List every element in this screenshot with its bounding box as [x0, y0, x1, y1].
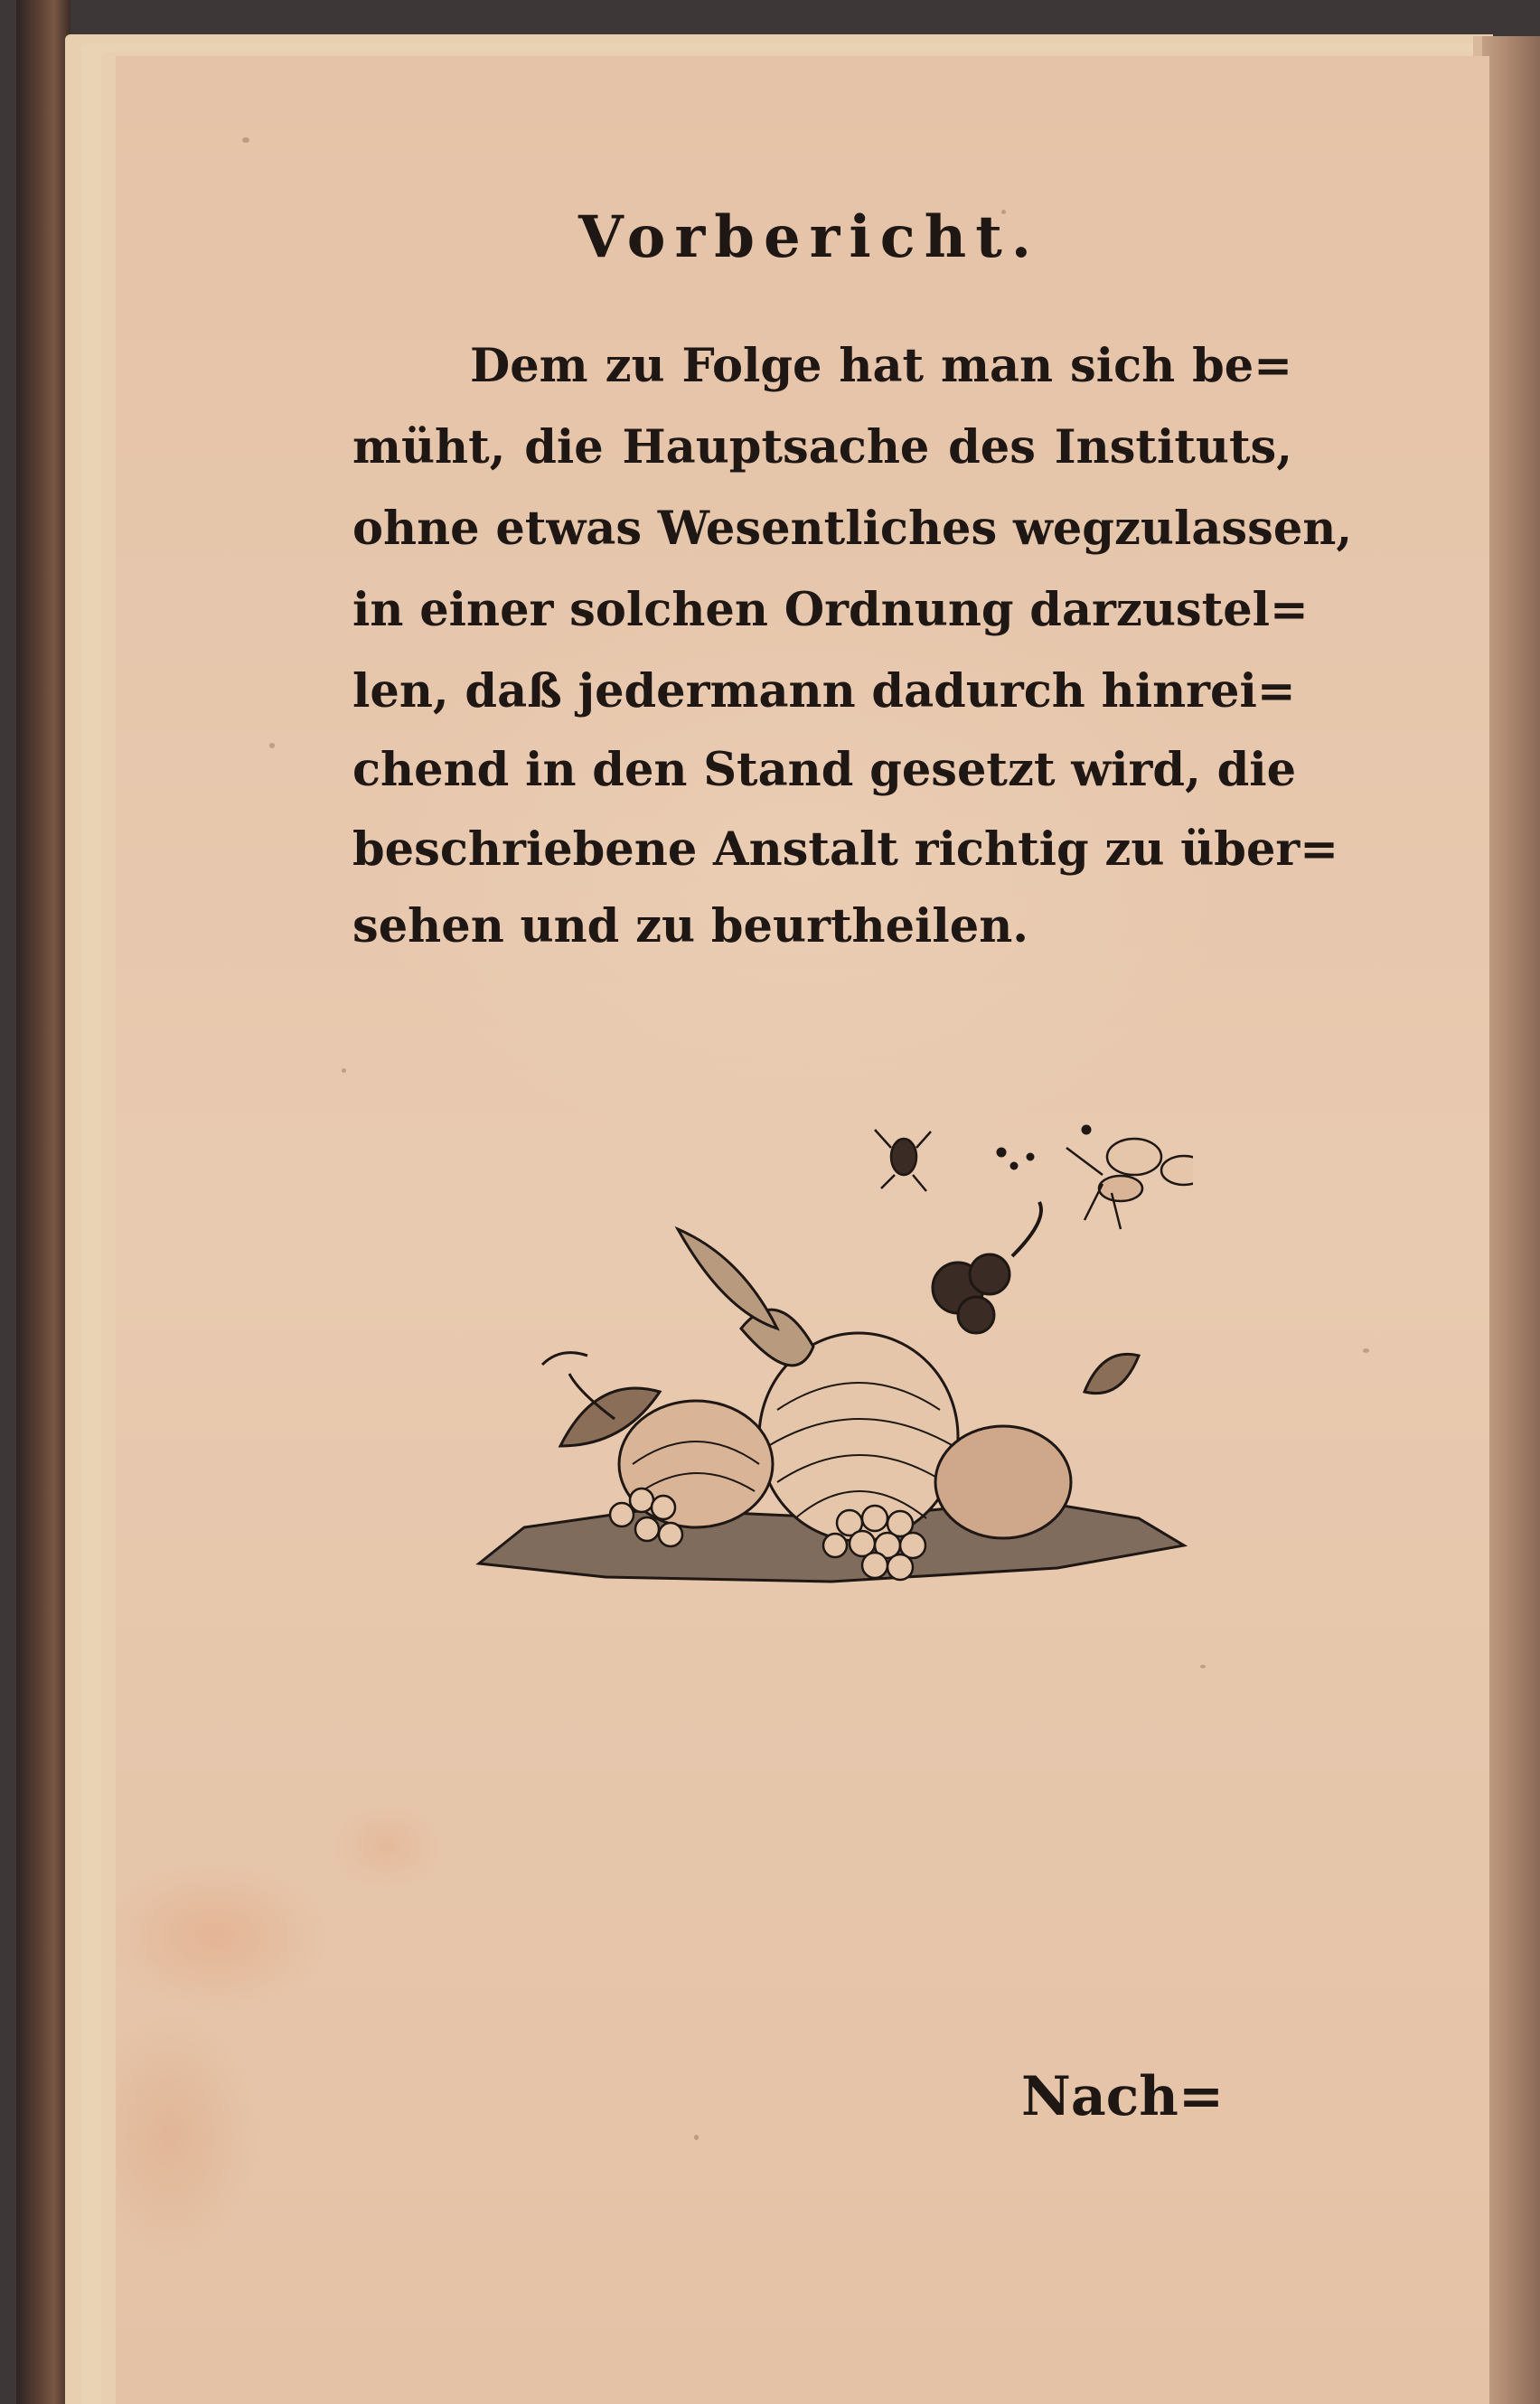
- body-line: beschriebene Anstalt richtig zu über=: [352, 822, 1338, 877]
- fruit-woodcut-ornament: [470, 1121, 1193, 1609]
- ornament-leaf: [741, 1310, 813, 1366]
- body-line: chend in den Stand gesetzt wird, die: [352, 743, 1297, 797]
- body-line: müht, die Hauptsache des Instituts,: [352, 420, 1292, 474]
- body-line: ohne etwas Wesentliches wegzulassen,: [352, 502, 1353, 556]
- page-heading: Vorbericht.: [578, 203, 1041, 271]
- ornament-leaf: [1085, 1354, 1139, 1393]
- ornament-leaf: [678, 1229, 777, 1329]
- ornament-fly: [875, 1130, 931, 1191]
- ornament-fruit: [935, 1426, 1071, 1538]
- catchword: Nach=: [1021, 2065, 1225, 2128]
- body-line: Dem zu Folge hat man sich be=: [470, 339, 1292, 393]
- ornament-flower: [933, 1254, 1009, 1333]
- body-line: in einer solchen Ordnung darzustel=: [352, 583, 1309, 637]
- body-line: len, daß jedermann dadurch hinrei=: [352, 664, 1296, 718]
- ornament-stem: [542, 1353, 615, 1419]
- ornament-butterfly: [1066, 1139, 1193, 1229]
- body-line: sehen und zu beurtheilen.: [352, 899, 1029, 953]
